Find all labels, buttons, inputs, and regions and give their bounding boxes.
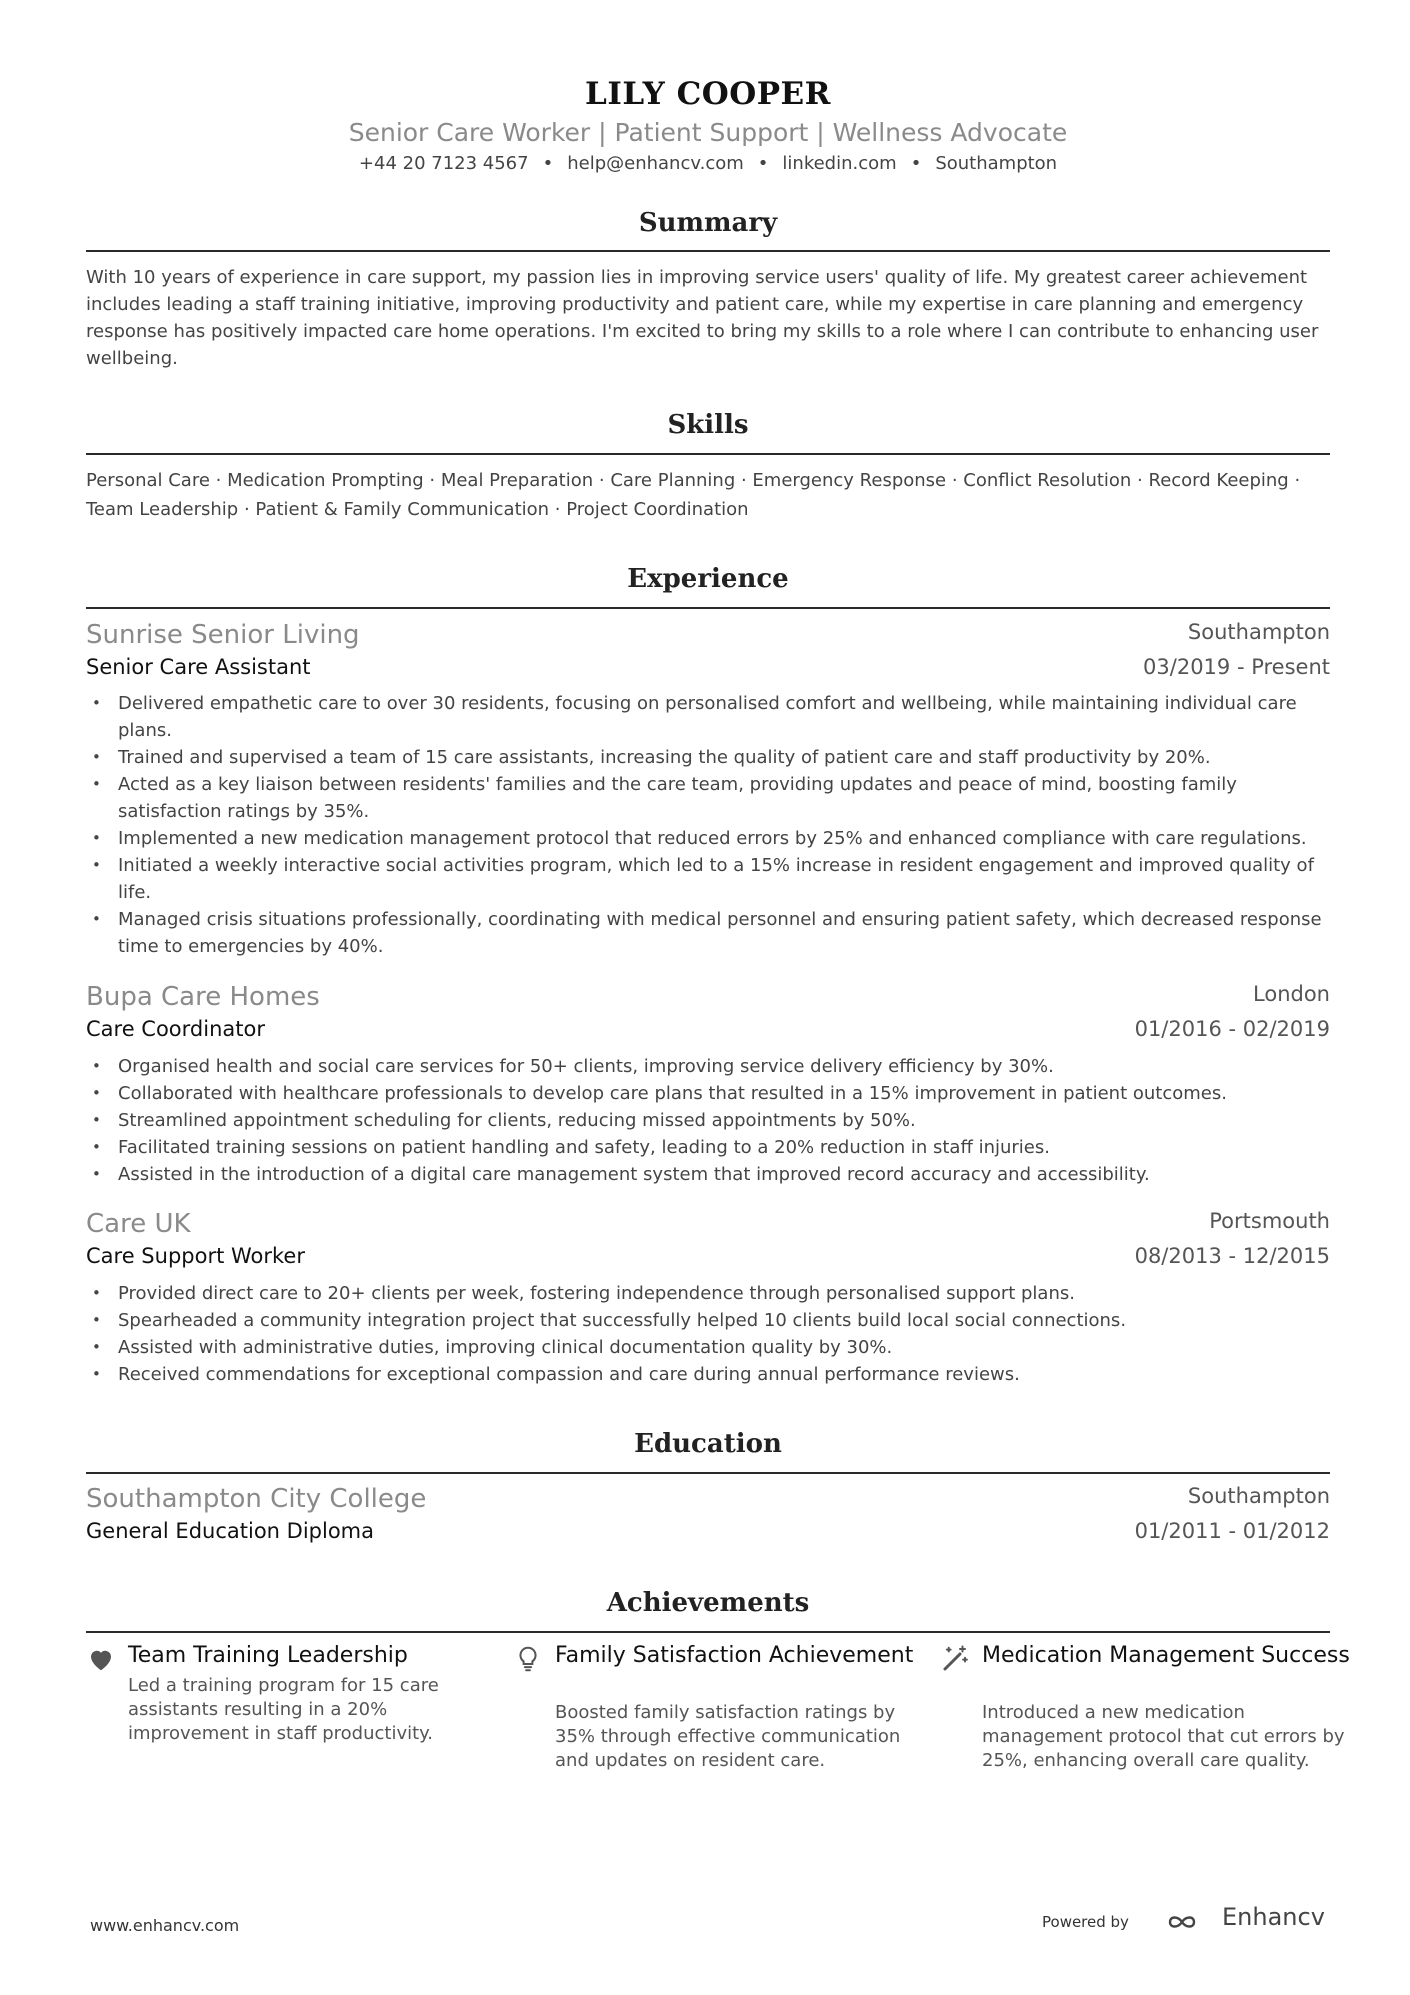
skills-divider bbox=[86, 453, 1330, 455]
achievement-desc: Led a training program for 15 care assistants resulting in a 20% improvement in staff productivity. bbox=[128, 1675, 439, 1744]
achievement-desc: Introduced a new medication management protocol that cut errors by 25%, enhancing overall care quality. bbox=[982, 1702, 1345, 1771]
job-bullets bbox=[86, 690, 1330, 960]
list-item: • Received commendations for exceptional compassion and care during annual performance reviews. bbox=[86, 1361, 1330, 1388]
candidate-name: LILY COOPER bbox=[585, 76, 831, 112]
achievement-title: Medication Management Success bbox=[982, 1643, 1350, 1668]
job-dates: 08/2013 - 12/2015 bbox=[1134, 1244, 1330, 1268]
candidate-headline: Senior Care Worker | Patient Support | Wellness Advocate bbox=[348, 118, 1068, 147]
achievement-title: Team Training Leadership bbox=[128, 1643, 408, 1668]
job-bullets bbox=[86, 1280, 1330, 1388]
list-item: • Managed crisis situations professionally, coordinating with medical personnel and ensuring patient safety, which decreased response time to emergencies by 40%. bbox=[86, 906, 1330, 960]
location: Southampton bbox=[935, 153, 1058, 174]
list-item: • Provided direct care to 20+ clients per week, fostering independence through personalised support plans. bbox=[86, 1280, 1330, 1307]
job-role: Care Support Worker bbox=[86, 1244, 305, 1268]
footer-website-link[interactable]: www.enhancv.com bbox=[90, 1916, 240, 1935]
achievement-desc: Boosted family satisfaction ratings by 35% through effective communication and updates on resident care. bbox=[555, 1702, 901, 1771]
job-dates: 03/2019 - Present bbox=[1143, 655, 1330, 679]
list-item: • Spearheaded a community integration project that successfully helped 10 clients build local social connections. bbox=[86, 1307, 1330, 1334]
contact-line: +44 20 7123 4567 • help@enhancv.com • linkedin.com • Southampton bbox=[358, 153, 1058, 174]
education-divider bbox=[86, 1472, 1330, 1474]
achievements-divider bbox=[86, 1631, 1330, 1633]
lightbulb-icon bbox=[513, 1644, 543, 1674]
linkedin-link[interactable]: linkedin.com bbox=[782, 153, 897, 174]
job-company: Sunrise Senior Living bbox=[86, 620, 360, 650]
heart-icon bbox=[86, 1644, 116, 1674]
list-item: • Trained and supervised a team of 15 care assistants, increasing the quality of patient care and staff productivity by 20%. bbox=[86, 744, 1330, 771]
skills-heading: Skills bbox=[667, 410, 749, 440]
list-item: • Delivered empathetic care to over 30 residents, focusing on personalised comfort and wellbeing, while maintaining individual care plans. bbox=[86, 690, 1330, 744]
phone[interactable]: +44 20 7123 4567 bbox=[358, 153, 529, 174]
job-location: Portsmouth bbox=[1209, 1209, 1330, 1233]
footer-brand[interactable]: Enhancv bbox=[1222, 1903, 1325, 1931]
summary-heading: Summary bbox=[638, 208, 778, 238]
magic-wand-icon bbox=[940, 1644, 970, 1674]
list-item: • Acted as a key liaison between residents' families and the care team, providing updates and peace of mind, boosting family satisfaction ratings by 35%. bbox=[86, 771, 1330, 825]
experience-divider bbox=[86, 607, 1330, 609]
education-dates: 01/2011 - 01/2012 bbox=[1134, 1519, 1330, 1543]
skills-list: Personal Care · Medication Prompting · Meal Preparation · Care Planning · Emergency Response · Conflict Resolution · Record Keeping · Team Leadership · Patient & Family Communication · Project Coordination bbox=[86, 470, 1301, 520]
experience-heading: Experience bbox=[627, 564, 789, 594]
job-role: Senior Care Assistant bbox=[86, 655, 311, 679]
achievement-title: Family Satisfaction Achievement bbox=[555, 1643, 914, 1668]
school-name: Southampton City College bbox=[86, 1484, 427, 1514]
education-heading: Education bbox=[634, 1429, 782, 1459]
job-location: London bbox=[1253, 982, 1330, 1006]
summary-divider bbox=[86, 250, 1330, 252]
list-item: • Assisted with administrative duties, improving clinical documentation quality by 30%. bbox=[86, 1334, 1330, 1361]
list-item: • Implemented a new medication management protocol that reduced errors by 25% and enhanced compliance with care regulations. bbox=[86, 825, 1330, 852]
email[interactable]: help@enhancv.com bbox=[567, 153, 744, 174]
achievements-heading: Achievements bbox=[606, 1588, 810, 1618]
list-item: • Collaborated with healthcare professionals to develop care plans that resulted in a 15% improvement in patient outcomes. bbox=[86, 1080, 1330, 1107]
job-company: Care UK bbox=[86, 1209, 191, 1239]
job-role: Care Coordinator bbox=[86, 1017, 265, 1041]
list-item: • Organised health and social care services for 50+ clients, improving service delivery efficiency by 30%. bbox=[86, 1053, 1330, 1080]
degree: General Education Diploma bbox=[86, 1519, 375, 1543]
job-dates: 01/2016 - 02/2019 bbox=[1134, 1017, 1330, 1041]
list-item: • Assisted in the introduction of a digital care management system that improved record accuracy and accessibility. bbox=[86, 1161, 1330, 1188]
powered-by-label: Powered by bbox=[1042, 1913, 1129, 1931]
list-item: • Initiated a weekly interactive social activities program, which led to a 15% increase in resident engagement and improved quality of life. bbox=[86, 852, 1330, 906]
school-location: Southampton bbox=[1187, 1484, 1330, 1508]
list-item: • Streamlined appointment scheduling for clients, reducing missed appointments by 50%. bbox=[86, 1107, 1330, 1134]
summary-text: With 10 years of experience in care support, my passion lies in improving service users' quality of life. My greatest career achievement includes leading a staff training initiative, improving productivity and patient care, while my expertise in care planning and emergency response has positively impacted care home operations. I'm excited to bring my skills to a role where I can contribute to enhancing user wellbeing. bbox=[86, 267, 1319, 369]
list-item: • Facilitated training sessions on patient handling and safety, leading to a 20% reduction in staff injuries. bbox=[86, 1134, 1330, 1161]
job-location: Southampton bbox=[1187, 620, 1330, 644]
job-company: Bupa Care Homes bbox=[86, 982, 320, 1012]
job-bullets bbox=[86, 1053, 1330, 1188]
